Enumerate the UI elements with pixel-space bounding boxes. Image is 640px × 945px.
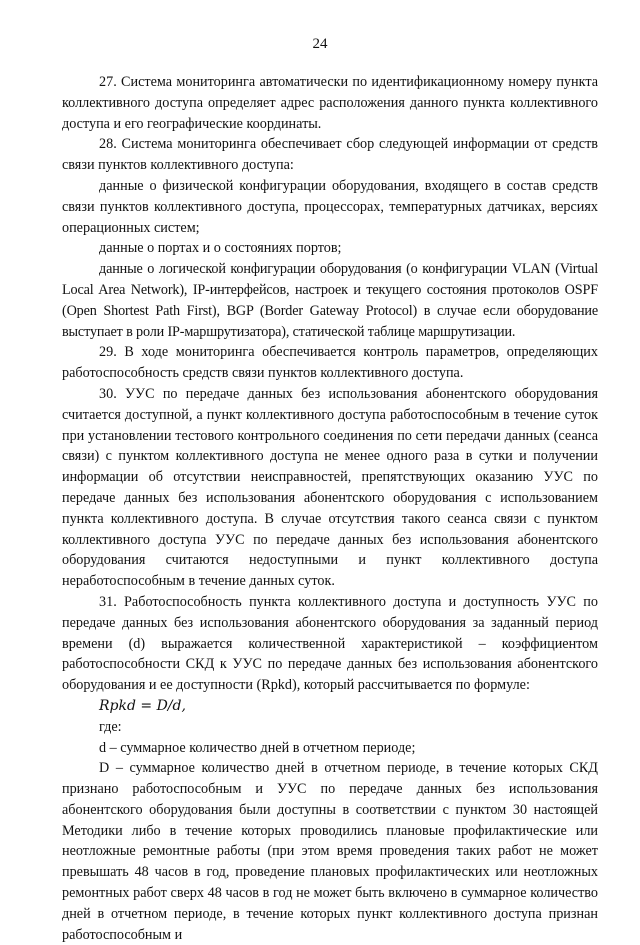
definition-d-lower: d – суммарное количество дней в отчетном периоде; <box>99 739 416 756</box>
paragraph-28: 28. Система мониторинга обеспечивает сбор следующей информации от средств связи пунктов коллективного доступа: <box>62 136 598 174</box>
definition-d-upper: D – суммарное количество дней в отчетном периоде, в течение которых СКД признано работоспособным и УУС по передаче данных без использования абонентского оборудования были доступны в соответствии с пунктом 30 настоящей Методики либо в течение которых проводились плановые профилактические или неотложные ремонтные работы (при этом время проведения таких работ не может превышать 48 часов в год, проведение плановых профилактических или неотложных ремонтных работ сверх 48 часов в год не может быть включено в суммарное количество дней в отчетном периоде, в течение которых пункт коллективного доступа признан работоспособным и <box>62 760 598 943</box>
list-item-logical-config: данные о логической конфигурации оборудования (о конфигурации VLAN (Virtual Local Area Network), IP-интерфейсов, настроек и текущего состояния протоколов OSPF (Open Shortest Path First), BGP (Border Gateway Protocol) в случае если оборудование выступает в роли IP-маршрутизатора), статической таблице маршрутизации. <box>62 261 598 340</box>
formula-rpkd: Rpkd = D/d, <box>99 697 186 714</box>
paragraph-30: 30. УУС по передаче данных без использования абонентского оборудования считается доступной, а пункт коллективного доступа работоспособным в течение суток при установлении тестового контрольного соединения по сети передачи данных (сеанса связи) с пунктом коллективного доступа не менее одного раза в сутки и получении информации об отсутствии неисправностей, препятствующих оказанию УУС по передаче данных без использования абонентского оборудования с использованием пункта коллективного доступа. В случае отсутствия такого сеанса связи с пунктом коллективного доступа УУС по передаче данных без использования абонентского оборудования считаются недоступными и пункт коллективного доступа неработоспособным в течение данных суток. <box>62 385 598 590</box>
list-item-ports: данные о портах и о состояниях портов; <box>99 240 342 257</box>
paragraph-27: 27. Система мониторинга автоматически по идентификационному номеру пункта коллективного доступа определяет адрес расположения данного пункта коллективного доступа и его географические координаты. <box>62 74 598 132</box>
where-label: где: <box>99 718 122 735</box>
paragraph-31: 31. Работоспособность пункта коллективного доступа и доступность УУС по передаче данных без использования абонентского оборудования за заданный период времени (d) выражается количественной характеристикой – коэффициентом работоспособности СКД к УУС по передаче данных без использования абонентского оборудования и ее доступности (Rpkd), который рассчитывается по формуле: <box>62 593 598 694</box>
document-body <box>62 72 598 945</box>
list-item-physical-config: данные о физической конфигурации оборудования, входящего в состав средств связи пунктов коллективного доступа, процессорах, температурных датчиках, версиях операционных систем; <box>62 177 598 236</box>
paragraph-29: 29. В ходе мониторинга обеспечивается контроль параметров, определяющих работоспособность средств связи пунктов коллективного доступа. <box>62 344 598 382</box>
page-number: 24 <box>312 36 328 52</box>
